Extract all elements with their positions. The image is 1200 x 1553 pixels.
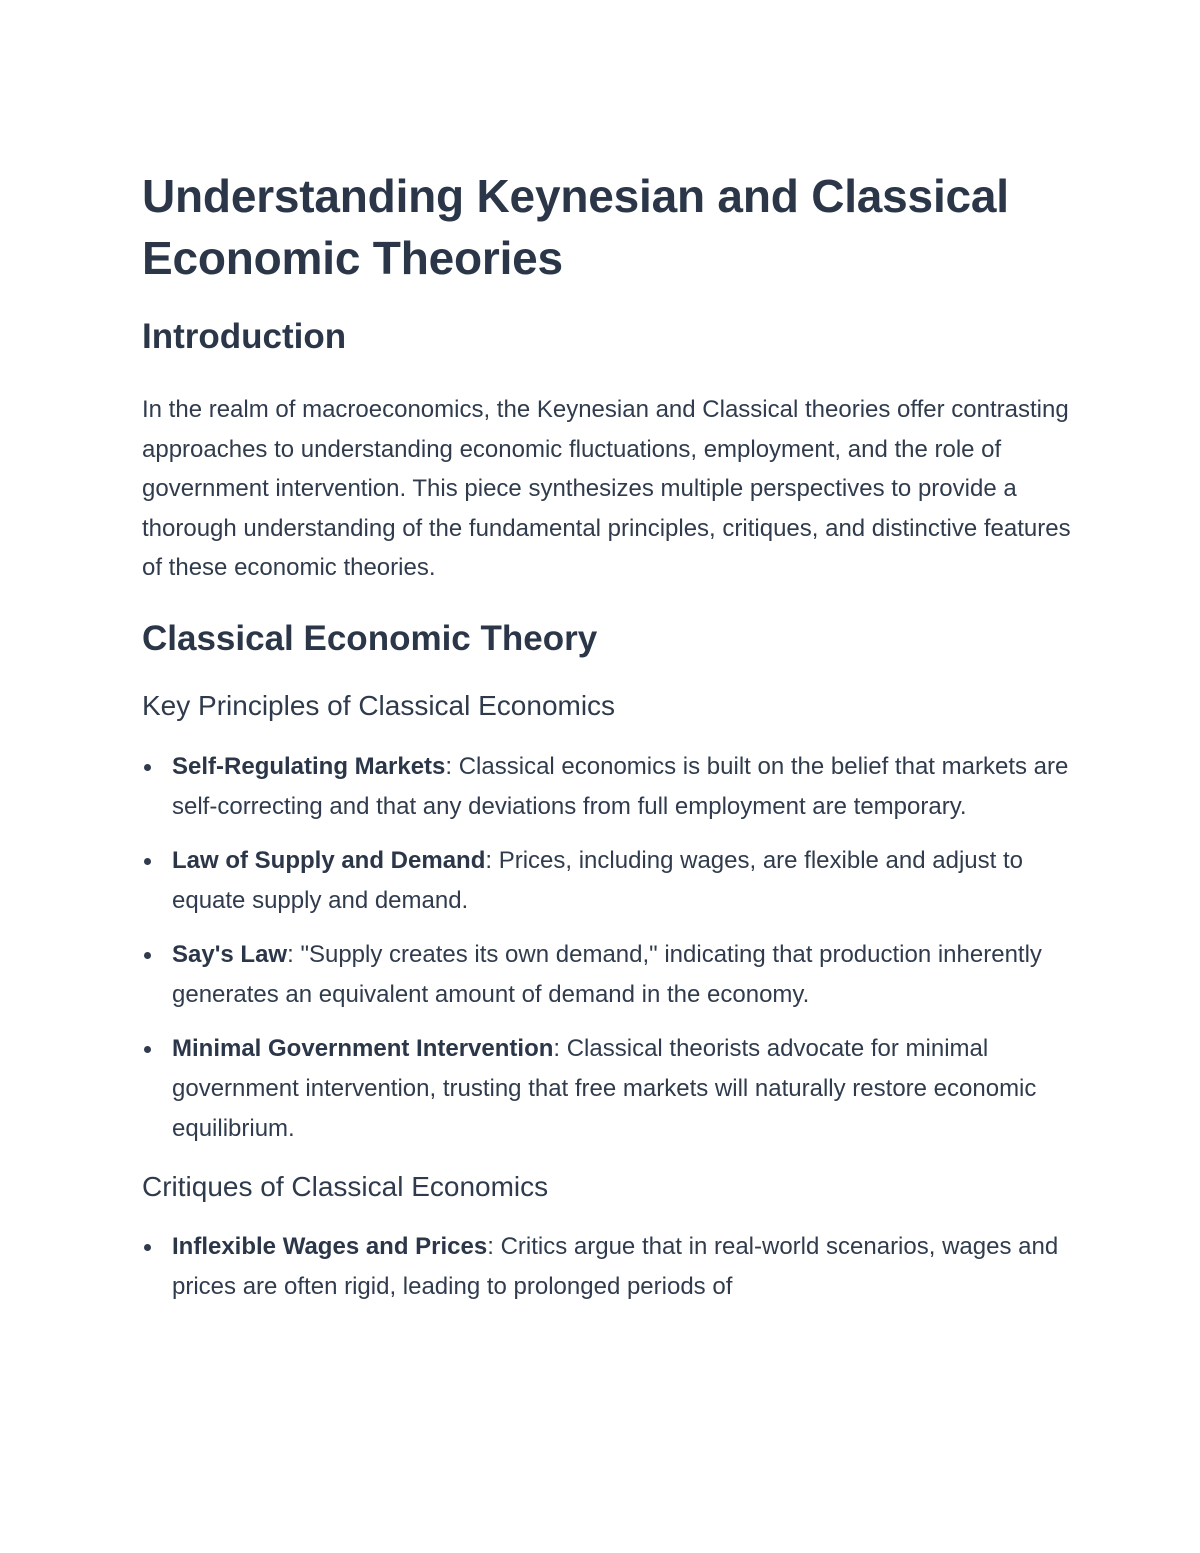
list-item-text: : Critics argue that in real-world scenarios, wages and prices are often rigid, leading to prolonged periods of (172, 1232, 1059, 1300)
list-item (142, 1029, 1072, 1149)
document-page (142, 165, 1072, 1307)
key-principles-list (142, 747, 1072, 1149)
subheading-key-principles: Key Principles of Classical Economics (142, 689, 616, 721)
list-item-term: Minimal Government Intervention (172, 1034, 554, 1062)
critiques-list (142, 1227, 1072, 1307)
document-title: Understanding Keynesian and Classical Economic Theories (142, 170, 1009, 284)
section-heading-introduction: Introduction (142, 317, 347, 356)
list-item (142, 841, 1072, 921)
list-item (142, 1227, 1072, 1307)
list-item (142, 935, 1072, 1015)
section-heading-classical-theory: Classical Economic Theory (142, 618, 598, 658)
list-item-text: : "Supply creates its own demand," indicating that production inherently generates an equivalent amount of demand in the economy. (172, 940, 1042, 1008)
subheading-critiques: Critiques of Classical Economics (142, 1170, 549, 1202)
list-item (142, 747, 1072, 827)
list-item-term: Inflexible Wages and Prices (172, 1232, 488, 1260)
list-item-term: Self-Regulating Markets (172, 752, 446, 780)
list-item-text: : Classical theorists advocate for minimal government intervention, trusting that free markets will naturally restore economic equilibrium. (172, 1034, 1037, 1142)
list-item-term: Say's Law (172, 940, 288, 968)
list-item-text: : Classical economics is built on the belief that markets are self-correcting and that any deviations from full employment are temporary. (172, 752, 1069, 820)
introduction-paragraph: In the realm of macroeconomics, the Keynesian and Classical theories offer contrasting approaches to understanding economic fluctuations, employment, and the role of government intervention. This piece synthesizes multiple perspectives to provide a thorough understanding of the fundamental principles, critiques, and distinctive features of these economic theories. (142, 396, 1071, 581)
list-item-text: : Prices, including wages, are flexible and adjust to equate supply and demand. (172, 846, 1023, 914)
list-item-term: Law of Supply and Demand (172, 846, 486, 874)
